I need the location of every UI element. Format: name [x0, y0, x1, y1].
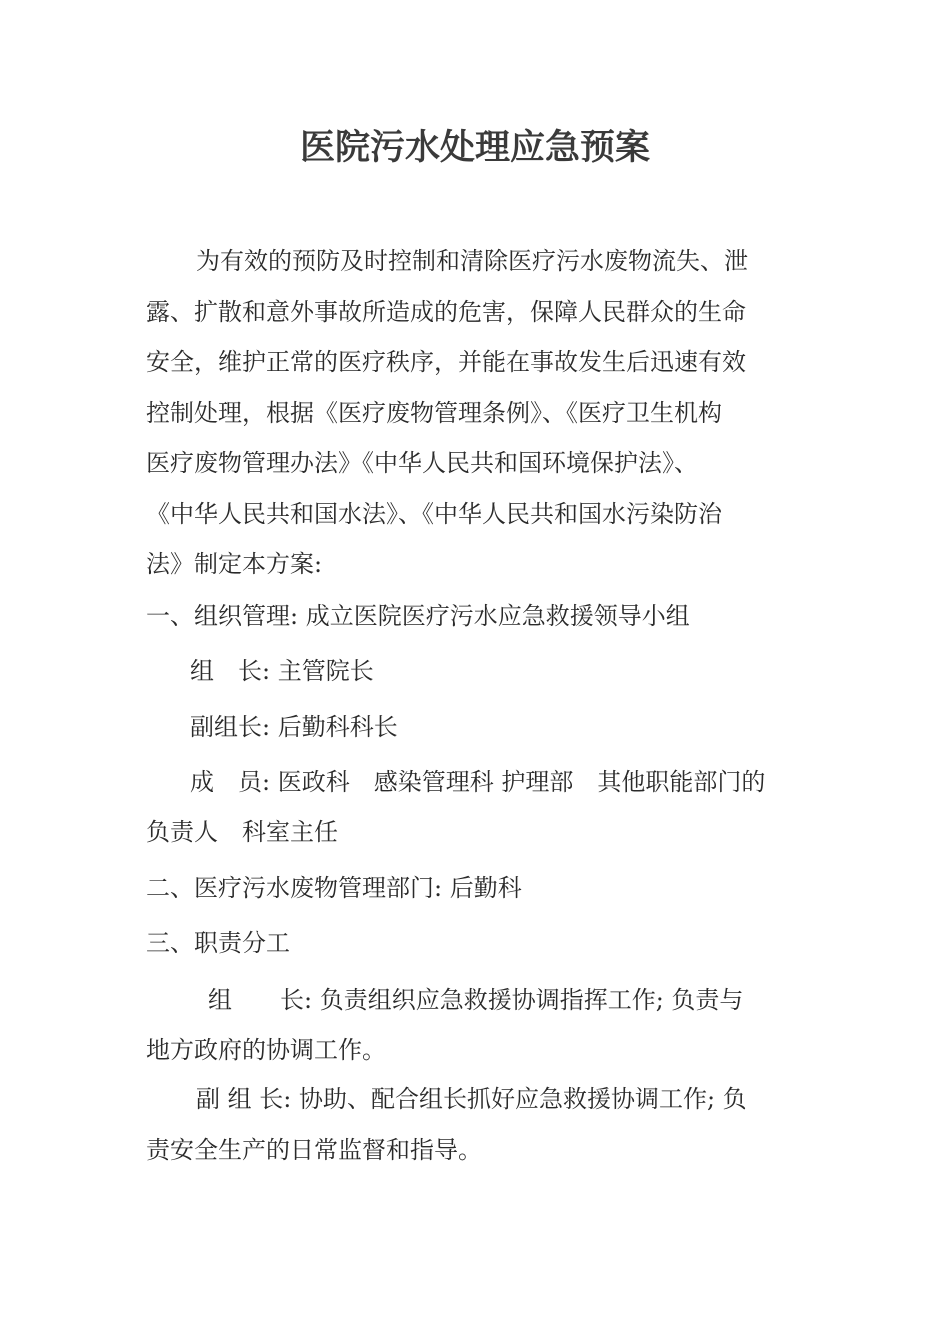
intro-line: 法》制定本方案:: [146, 550, 323, 578]
document-title: 医院污水处理应急预案: [299, 127, 650, 168]
intro-line: 《中华人民共和国水法》、《中华人民共和国水污染防治: [146, 499, 722, 528]
intro-paragraph: [146, 236, 806, 590]
intro-line: 安全，维护正常的医疗秩序，并能在事故发生后迅速有效: [146, 348, 746, 376]
intro-line: 控制处理，根据《医疗废物管理条例》、《医疗卫生机构: [146, 398, 722, 427]
leader-line: 组 长: 主管院长: [190, 657, 374, 685]
intro-line: 为有效的预防及时控制和清除医疗污水废物流失、泄: [196, 247, 748, 275]
section2-heading: 二、医疗污水废物管理部门: 后勤科: [146, 874, 522, 902]
intro-line: 医疗废物管理办法》《中华人民共和国环境保护法》、: [146, 449, 698, 477]
deputy-duty-line: 副 组 长: 协助、配合组长抓好应急救援协调工作; 负: [196, 1085, 747, 1113]
section1-heading: 一、组织管理: 成立医院医疗污水应急救援领导小组: [146, 602, 690, 630]
leader-duty-line-cont: 地方政府的协调工作。: [146, 1036, 386, 1064]
leader-duty-line: 组 长: 负责组织应急救援协调指挥工作; 负责与: [208, 986, 744, 1014]
deputy-duty-line-cont: 责安全生产的日常监督和指导。: [146, 1136, 482, 1164]
members-line-cont: 负责人 科室主任: [146, 818, 338, 846]
members-line: 成 员: 医政科 感染管理科 护理部 其他职能部门的: [190, 768, 766, 796]
deputy-line: 副组长: 后勤科科长: [190, 713, 398, 741]
section3-heading: 三、职责分工: [146, 929, 290, 957]
intro-line: 露、扩散和意外事故所造成的危害，保障人民群众的生命: [146, 297, 746, 326]
